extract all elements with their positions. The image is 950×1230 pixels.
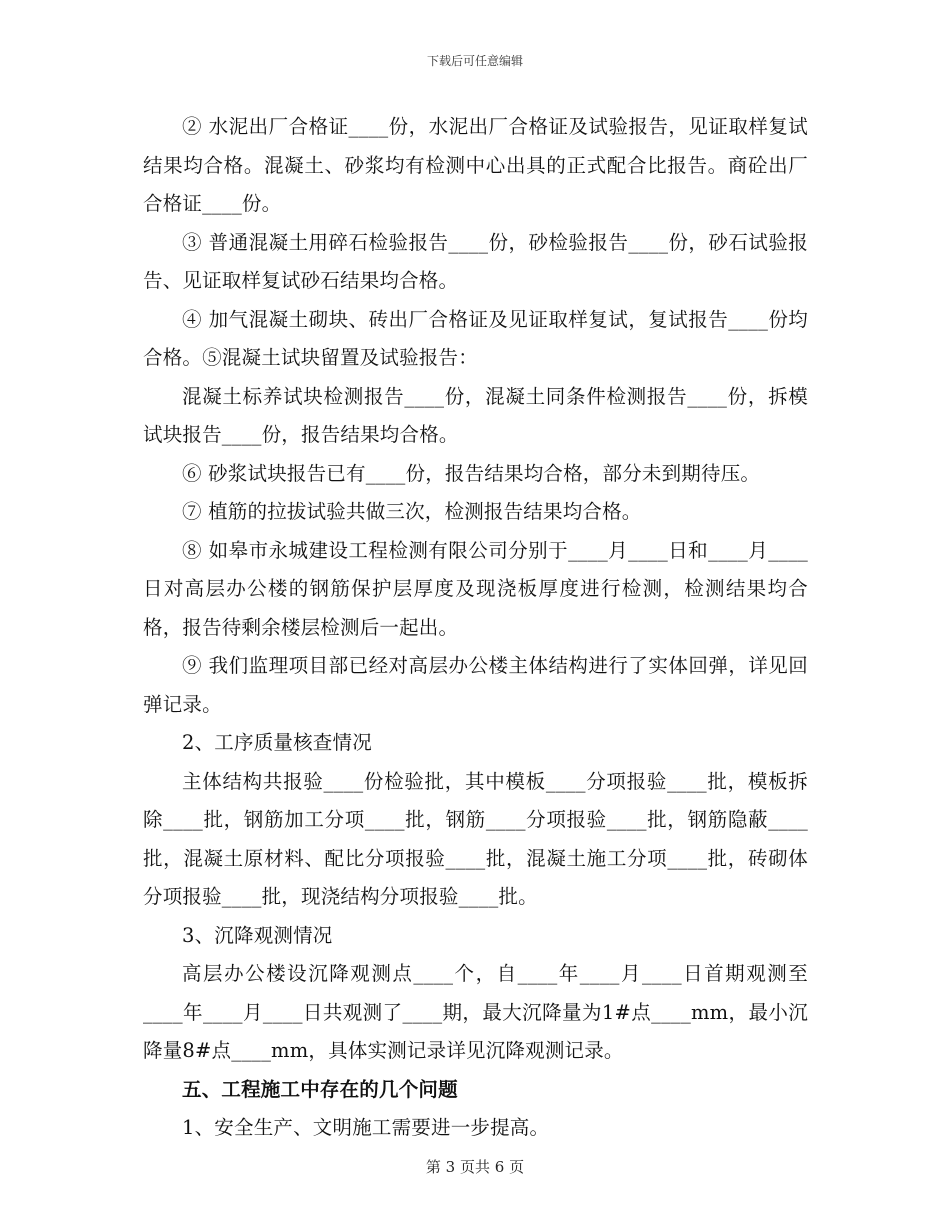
paragraph-concrete-specimen-reports: 混凝土标养试块检测报告____份，混凝土同条件检测报告____份，拆模试块报告____份，报告结果均合格。 (143, 384, 808, 446)
paragraph-process-quality: 主体结构共报验____份检验批，其中模板____分项报验____批，模板拆除____批，钢筋加工分项____批，钢筋____分项报验____批，钢筋隐蔽____批，混凝土原材料、配比分项报验____批，混凝土施工分项____批，砖砌体分项报验____批，现浇结构分项报验____批。 (143, 769, 808, 908)
paragraph-mortar-specimen-reports: ⑥ 砂浆试块报告已有____份，报告结果均合格，部分未到期待压。 (182, 461, 761, 485)
section-heading-settlement: 3、沉降观测情况 (182, 923, 333, 947)
chapter-heading-problems: 五、工程施工中存在的几个问题 (182, 1077, 458, 1101)
paragraph-safety: 1、安全生产、文明施工需要进一步提高。 (182, 1116, 550, 1139)
paragraph-cement-certificates: ② 水泥出厂合格证____份，水泥出厂合格证及试验报告，见证取样复试结果均合格。混凝土、砂浆均有检测中心出具的正式配合比报告。商砼出厂合格证____份。 (143, 115, 808, 215)
document-body (143, 108, 808, 1148)
paragraph-rebound-test: ⑨ 我们监理项目部已经对高层办公楼主体结构进行了实体回弹，详见回弹记录。 (143, 654, 808, 716)
paragraph-aggregate-reports: ③ 普通混凝土用碎石检验报告____份，砂检验报告____份，砂石试验报告、见证取样复试砂石结果均合格。 (143, 230, 808, 292)
section-heading-process-quality: 2、工序质量核查情况 (182, 731, 372, 754)
page-footer: 第 3 页共 6 页 (425, 1158, 525, 1176)
page-header: 下载后可任意编辑 (426, 54, 523, 68)
paragraph-rebar-cover-inspection: ⑧ 如皋市永城建设工程检测有限公司分别于____月____日和____月____日对高层办公楼的钢筋保护层厚度及现浇板厚度进行检测，检测结果均合格，报告待剩余楼层检测后一起出。 (143, 538, 808, 639)
paragraph-settlement: 高层办公楼设沉降观测点____个，自____年____月____日首期观测至____年____月____日共观测了____期，最大沉降量为1#点____mm，最小沉降量8#点____mm，具体实测记录详见沉降观测记录。 (143, 962, 808, 1062)
paragraph-block-brick-reports: ④ 加气混凝土砌块、砖出厂合格证及见证取样复试，复试报告____份均合格。⑤混凝土试块留置及试验报告： (143, 307, 808, 369)
paragraph-rebar-pullout-test: ⑦ 植筋的拉拔试验共做三次，检测报告结果均合格。 (182, 500, 642, 523)
